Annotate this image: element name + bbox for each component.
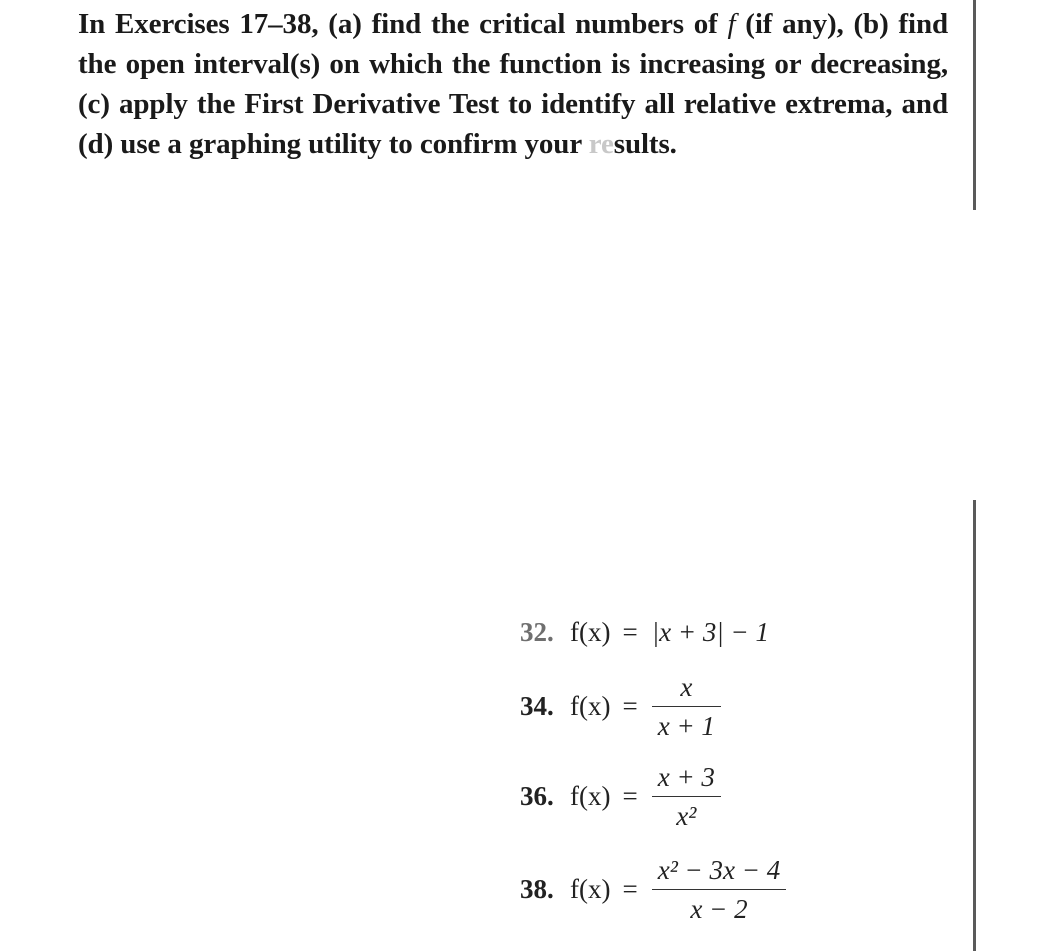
instructions-text-tail: sults. [613,128,677,160]
function-lhs: f(x) [570,874,611,904]
instructions-faded-text: re [588,128,614,160]
page-edge-rule-bottom [973,500,976,951]
fraction-numerator: x² − 3x − 4 [657,855,781,885]
function-lhs: f(x) [570,691,611,721]
function-lhs: f(x) [570,781,611,811]
exercise-number: 36. [520,781,554,811]
page-edge-rule-top [973,0,976,210]
function-lhs: f(x) [570,617,611,647]
fraction [652,853,787,926]
function-rhs: |x + 3| − 1 [651,617,769,647]
fraction-numerator: x + 3 [657,762,715,792]
equals-sign: = [622,874,638,904]
exercise-32 [520,617,769,648]
exercise-36 [520,760,721,833]
equals-sign: = [622,691,638,721]
equals-sign: = [622,617,638,647]
exercise-number: 38. [520,874,554,904]
fraction [652,670,721,743]
exercise-number: 32. [520,617,554,647]
function-symbol: f [727,8,736,40]
fraction-denominator: x + 1 [657,711,715,741]
fraction-numerator: x [680,672,693,702]
instructions-text-b: (if any), (b) find the open interval(s) on which the function is increasing or decreasing, (c) apply the First Derivative Test to identify all relative extrema, and (d) use a graphing utility to confirm your [78,8,949,160]
equals-sign: = [622,781,638,811]
exercise-38 [520,853,786,926]
fraction-bar [652,706,721,707]
exercise-number: 34. [520,691,554,721]
fraction-bar [652,889,787,890]
fraction-bar [652,796,721,797]
exercise-34 [520,670,721,743]
instructions-text-a: In Exercises 17–38, (a) find the critical numbers of [78,8,728,40]
fraction-denominator: x² [676,801,697,831]
exercise-instructions [78,4,948,164]
fraction [652,760,721,833]
fraction-denominator: x − 2 [690,894,748,924]
